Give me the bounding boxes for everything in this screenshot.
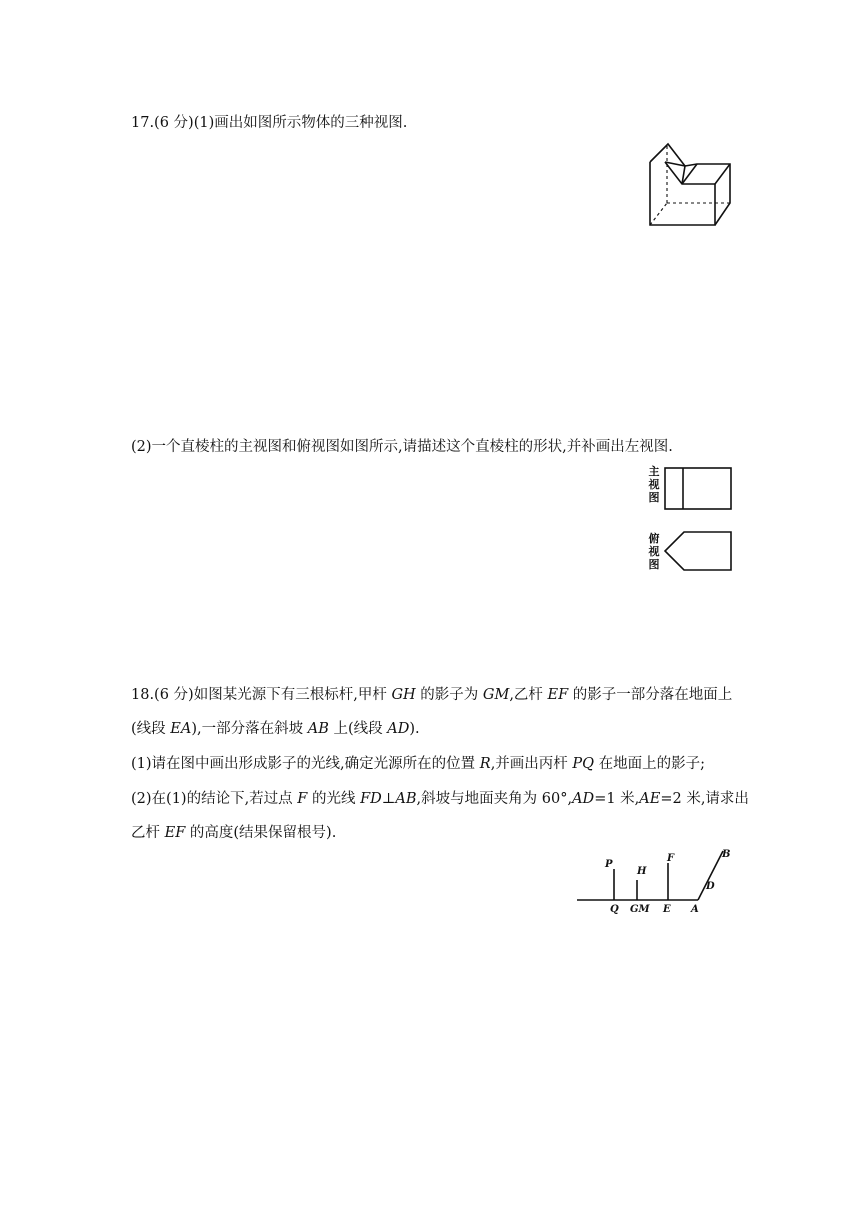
label-b: B <box>722 849 731 860</box>
main-view-figure <box>664 466 734 512</box>
label-gm: GM <box>630 904 650 915</box>
q17-part2-text: (2)一个直棱柱的主视图和俯视图如图所示,请描述这个直棱柱的形状,并补画出左视图. <box>131 439 673 455</box>
top-view-figure <box>664 530 734 574</box>
top-view-label: 俯 视 图 <box>648 532 660 571</box>
q18-line3: (1)请在图中画出形成影子的光线,确定光源所在的位置 R,并画出丙杆 PQ 在地面上的影子; <box>131 756 706 772</box>
label-a: A <box>691 904 699 915</box>
label-d: D <box>706 881 715 892</box>
q17-solid-figure <box>645 140 737 230</box>
q18-line2: (线段 EA),一部分落在斜坡 AB 上(线段 AD). <box>131 721 420 737</box>
label-e: E <box>663 904 671 915</box>
label-f: F <box>667 853 675 864</box>
label-q: Q <box>610 904 619 915</box>
q17-part1-text: 17.(6 分)(1)画出如图所示物体的三种视图. <box>131 115 408 131</box>
q18-line1: 18.(6 分)如图某光源下有三根标杆,甲杆 GH 的影子为 GM,乙杆 EF 的影子一部分落在地面上 <box>131 687 733 703</box>
q18-line4: (2)在(1)的结论下,若过点 F 的光线 FD⊥AB,斜坡与地面夹角为 60°,AD=1 米,AE=2 米,请求出 <box>131 791 749 807</box>
slope-ab <box>698 851 723 900</box>
main-view-label: 主 视 图 <box>648 465 660 504</box>
q18-line5: 乙杆 EF 的高度(结果保留根号). <box>131 825 337 841</box>
label-p: P <box>605 859 613 870</box>
label-h: H <box>637 866 647 877</box>
q18-shadow-figure <box>575 845 745 917</box>
